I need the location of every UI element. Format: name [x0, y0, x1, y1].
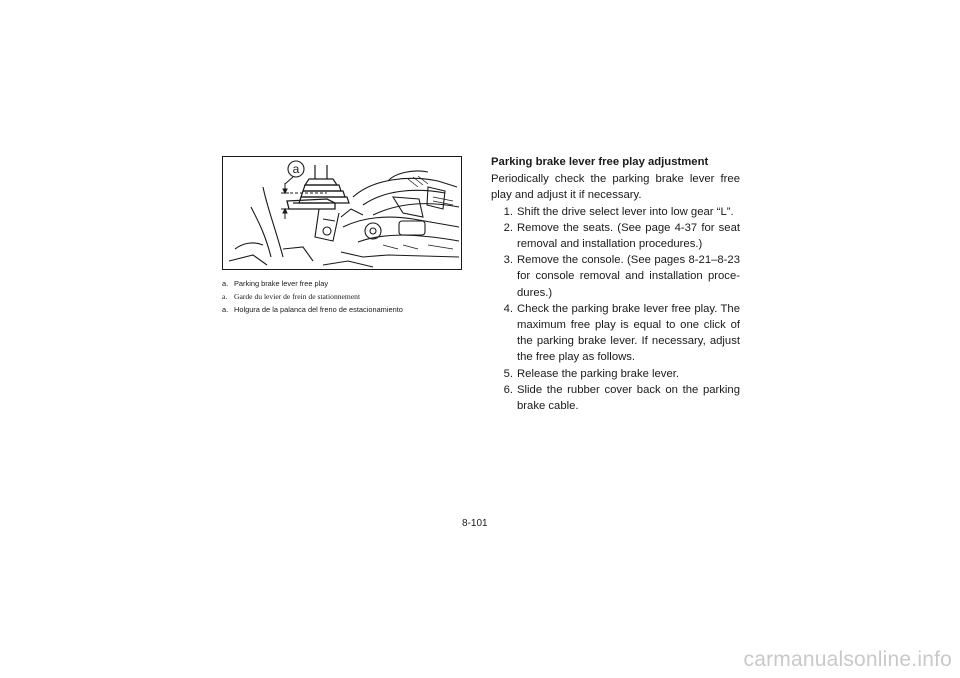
- caption-label: a.: [222, 279, 229, 288]
- caption-spanish: [222, 303, 472, 316]
- section-intro: Periodically check the parking brake lever free play and adjust it if necessary.: [491, 173, 740, 202]
- step-text: Check the parking brake lever free play. The maximum free play is equal to one click of the parking brake lever. If necessary, adjust the free play as follows.: [517, 302, 740, 364]
- step-text: Shift the drive select lever into low gear “L”.: [517, 205, 734, 218]
- caption-text: Parking brake lever free play: [234, 279, 329, 288]
- step-text: Release the parking brake lever.: [517, 367, 680, 380]
- step-number: 3.: [503, 254, 513, 267]
- step-number: 1.: [503, 205, 513, 218]
- section-heading: Parking brake lever free play adjustment: [491, 156, 709, 168]
- step-list: [491, 204, 740, 415]
- step-text: Remove the console. (See pages 8-21–8-23 for console removal and installation proce-dures.): [517, 254, 740, 299]
- watermark: carmanualsonline.info: [743, 648, 952, 671]
- step-text: Slide the rubber cover back on the parking brake cable.: [517, 383, 740, 413]
- figure-captions: [222, 277, 472, 316]
- callout-label: a: [292, 162, 300, 176]
- page-number: 8-101: [462, 518, 488, 529]
- step-item: [491, 301, 740, 366]
- adjustment-section: [491, 154, 740, 414]
- step-item: [491, 382, 740, 414]
- step-number: 6.: [503, 383, 513, 396]
- caption-french: [222, 290, 472, 303]
- step-number: 5.: [503, 367, 513, 380]
- caption-label: a.: [222, 292, 228, 301]
- step-item: [491, 366, 740, 382]
- caption-english: [222, 277, 472, 290]
- step-item: [491, 204, 740, 220]
- caption-label: a.: [222, 305, 229, 314]
- caption-text: Garde du levier de frein de stationnement: [234, 292, 361, 301]
- caption-text: Holgura de la palanca del freno de estacionamiento: [234, 305, 403, 314]
- parking-brake-illustration: [222, 156, 462, 270]
- step-number: 2.: [503, 221, 513, 234]
- step-text: Remove the seats. (See page 4-37 for seat removal and installation procedures.): [517, 221, 740, 251]
- step-item: [491, 220, 740, 252]
- step-number: 4.: [503, 302, 513, 315]
- parking-brake-drawing: [223, 157, 461, 269]
- step-item: [491, 252, 740, 301]
